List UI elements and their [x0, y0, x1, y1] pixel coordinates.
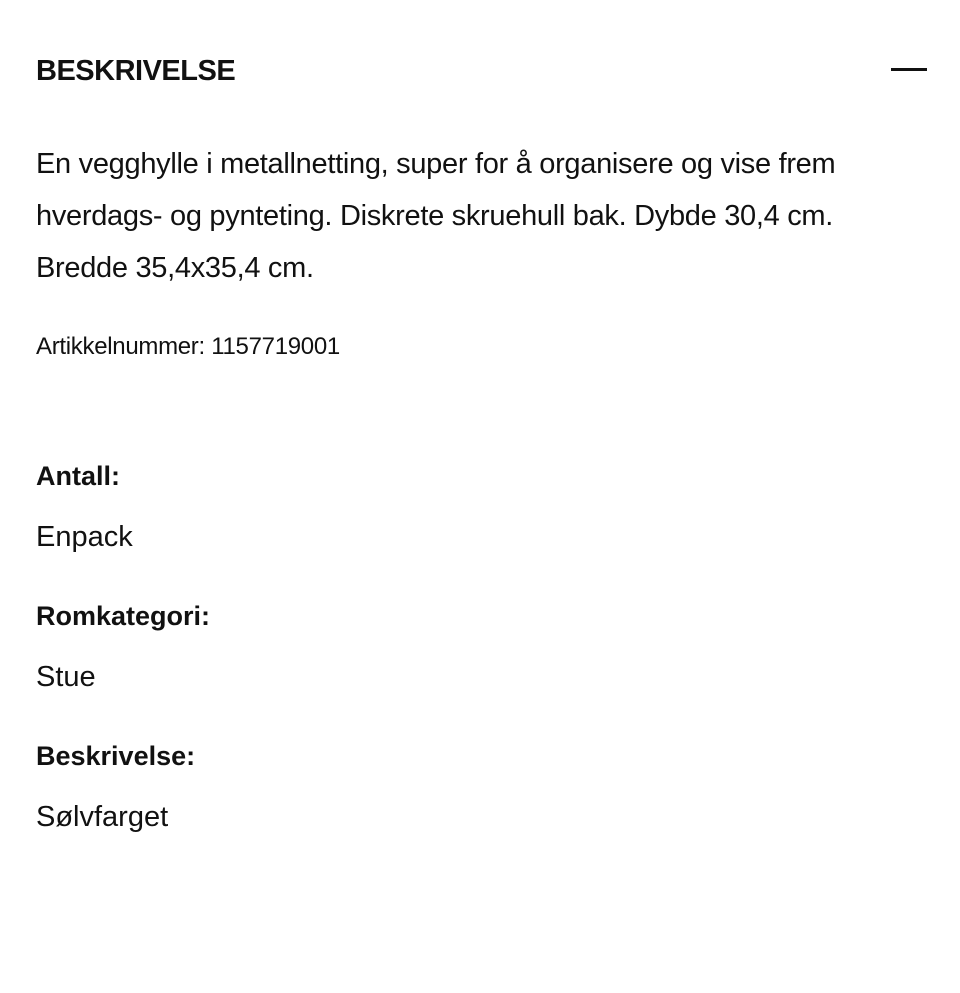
attribute-label-antall: Antall: [36, 461, 120, 491]
attribute-label-romkategori: Romkategori: [36, 601, 211, 631]
section-title: BESKRIVELSE [36, 55, 236, 87]
minus-icon [891, 68, 927, 71]
collapse-button[interactable] [891, 54, 927, 90]
attribute-label-beskrivelse: Beskrivelse: [36, 741, 196, 771]
attribute-value-beskrivelse: Sølvfarget [36, 801, 169, 833]
article-number: Artikkelnummer: 1157719001 [36, 333, 340, 360]
description-accordion-header[interactable] [36, 50, 924, 92]
attribute-value-romkategori: Stue [36, 661, 96, 693]
attribute-value-antall: Enpack [36, 521, 133, 553]
product-description: En vegghylle i metallnetting, super for å organisere og vise frem hverdags- og pynteting. Diskrete skruehull bak. Dybde 30,4 cm. Bredde 35,4x35,4 cm. [36, 148, 836, 284]
